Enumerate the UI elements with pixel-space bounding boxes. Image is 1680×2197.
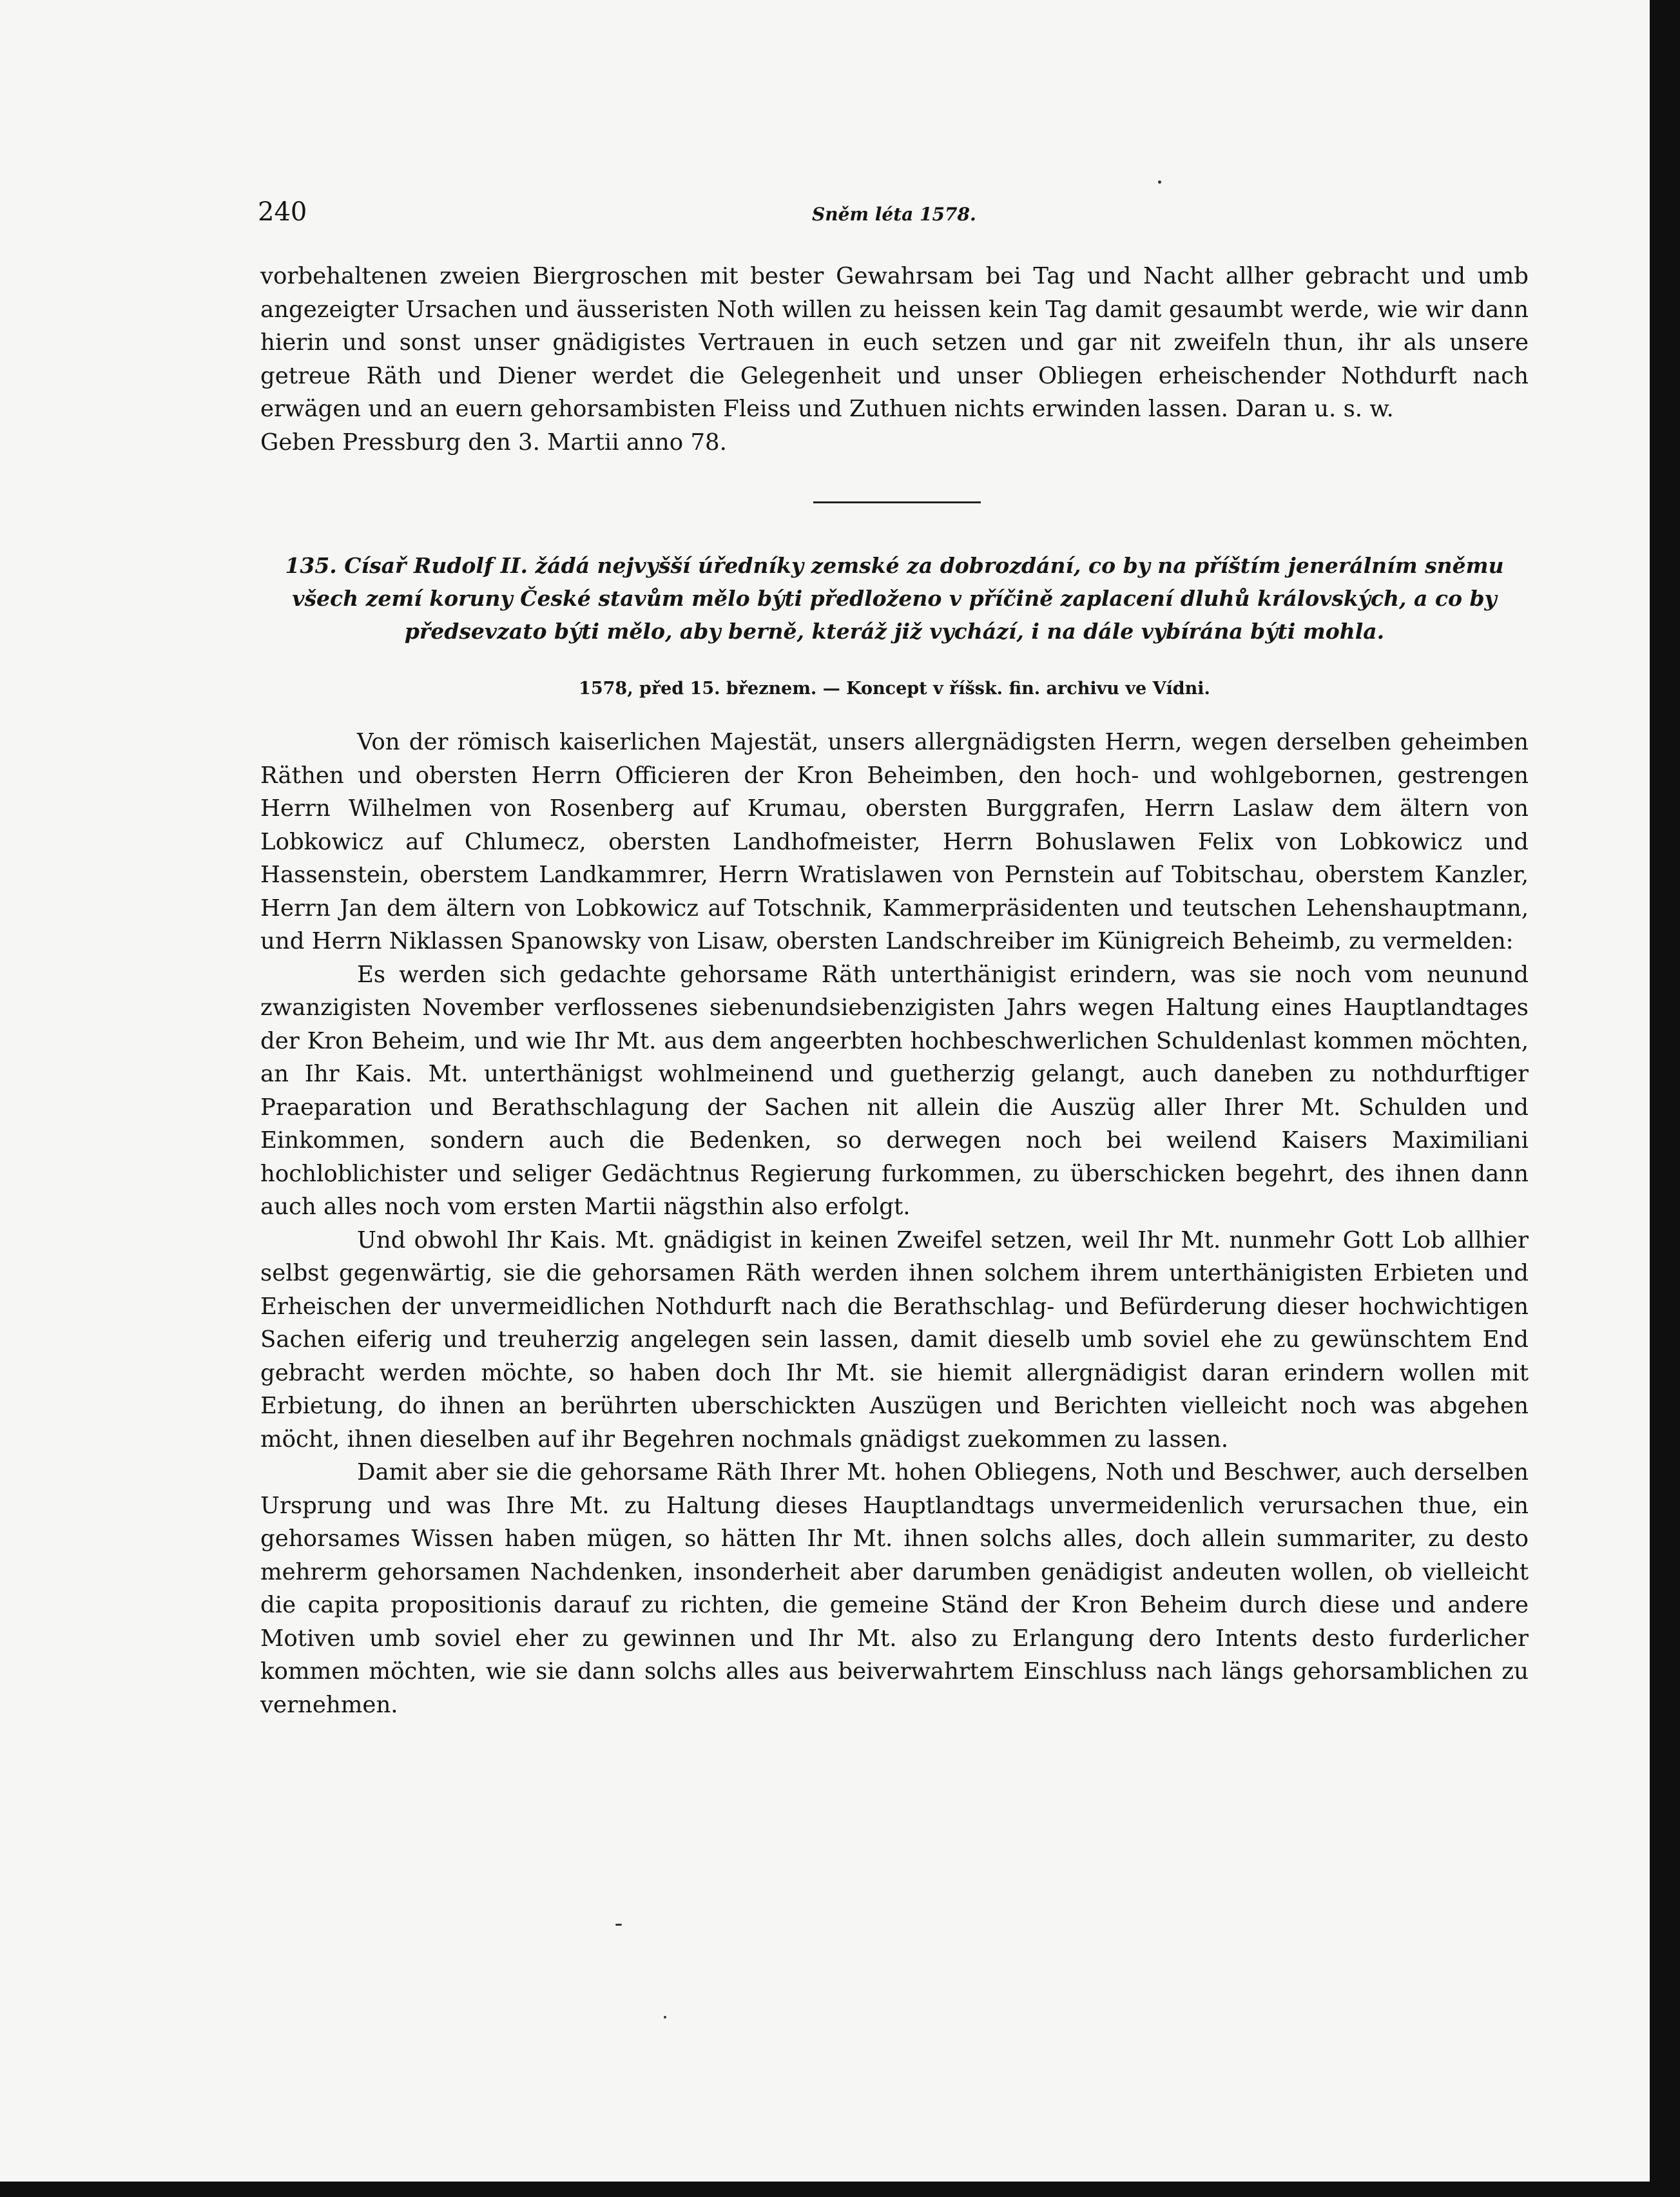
scan-speck [1158,180,1161,184]
document-source: 1578, před 15. březnem. — Koncept v říšsk. fin. archivu ve Vídni. [579,679,1210,699]
intro-paragraph: vorbehaltenen zweien Biergroschen mit bester Gewahrsam bei Tag und Nacht allher gebracht und umb angezeigter Ursachen und äusseristen Noth willen zu heissen kein Tag damit gesaumbt werde, wie wir dann hierin und sonst unser gnädigistes Vertrauen in euch setzen und gar nit zweifeln thun, ihr als unsere getreue Räth und Diener werdet die Gelegenheit und unser Obliegen erheischender Nothdurft nach erwägen und an euern gehorsambisten Fleiss und Zuthuen nichts erwinden lassen. Daran u. s. w. [260,263,1529,422]
document-number: 135. [285,553,337,578]
page-number: 240 [258,197,307,227]
section-divider [813,501,981,503]
body-text [260,726,1529,1721]
document-heading [260,549,1529,648]
running-head [258,197,1559,236]
scan-border-right [1650,0,1680,2197]
document-title: Císař Rudolf II. žádá nejvyšší úředníky zemské za dobrozdání, co by na příštím jenerálním sněmu všech zemí koruny České stavům mělo býti předloženo v příčině zaplacení dluhů královských, a co by předsevzato býti mělo, aby berně, kteráž již vychází, i na dále vybírána býti mohla. [292,553,1504,644]
body-paragraph-1: Von der römisch kaiserlichen Majestät, unsers allergnädigsten Herrn, wegen derselben geheimben Räthen und obersten Herrn Officieren der Kron Beheimben, den hoch- und wohlgebornen, gestrengen Herrn Wilhelmen von Rosenberg auf Krumau, obersten Burggrafen, Herrn Laslaw dem ältern von Lobkowicz auf Chlumecz, obersten Landhofmeister, Herrn Bohuslawen Felix von Lobkowicz und Hassenstein, oberstem Landkammrer, Herrn Wratislawen von Pernstein auf Tobitschau, oberstem Kanzler, Herrn Jan dem ältern von Lobkowicz auf Totschnik, Kammerpräsidenten und teutschen Lehenshauptmann, und Herrn Niklassen Spanowsky von Lisaw, obersten Landschreiber im Künigreich Beheimb, zu vermelden: [260,729,1529,954]
scan-speck [615,1924,622,1926]
scan-border-bottom [0,2182,1680,2197]
body-paragraph-4: Damit aber sie die gehorsame Räth Ihrer Mt. hohen Obliegens, Noth und Beschwer, auch derselben Ursprung und was Ihre Mt. zu Haltung dieses Hauptlandtags unvermeidenlich verursachen thue, ein gehorsames Wissen haben mügen, so hätten Ihr Mt. ihnen solchs alles, doch allein summariter, zu desto mehrerm gehorsamen Nachdenken, insonderheit aber darumben genädigist andeuten wollen, ob vielleicht die capita propositionis darauf zu richten, die gemeine Ständ der Kron Beheim durch diese und andere Motiven umb soviel eher zu gewinnen und Ihr Mt. also zu Erlangung dero Intents desto furderlicher kommen möchten, wie sie dann solchs alles aus beiverwahrtem Einschluss nach längs gehorsamblichen zu vernehmen. [260,1459,1529,1718]
scan-speck [664,2016,666,2018]
running-title: Sněm léta 1578. [812,204,976,225]
intro-text [260,260,1529,459]
body-paragraph-3: Und obwohl Ihr Kais. Mt. gnädigist in keinen Zweifel setzen, weil Ihr Mt. nunmehr Gott Lob allhier selbst gegenwärtig, sie die gehorsamen Räth werden ihnen solchem ihrem unterthänigisten Erbieten und Erheischen der unvermeidlichen Nothdurft nach die Berathschlag- und Befürderung dieser hochwichtigen Sachen eiferig und treuherzig angelegen sein lassen, damit dieselb umb soviel ehe zu gewünschtem End gebracht werden möchte, so haben doch Ihr Mt. sie hiemit allergnädigist daran erindern wollen mit Erbietung, do ihnen an berührten uberschickten Auszügen und Berichten vielleicht noch was abgehen möcht, ihnen dieselben auf ihr Begehren nochmals gnädigst zuekommen zu lassen. [260,1226,1529,1453]
intro-closing: Geben Pressburg den 3. Martii anno 78. [260,429,727,456]
body-paragraph-2: Es werden sich gedachte gehorsame Räth unterthänigist erindern, was sie noch vom neunund zwanzigisten November verflossenes siebenundsiebenzigisten Jahrs wegen Haltung eines Hauptlandtages der Kron Beheim, und wie Ihr Mt. aus dem angeerbten hochbeschwerlichen Schuldenlast kommen möchten, an Ihr Kais. Mt. unterthänigst wohlmeinend und guetherzig gelangt, auch daneben zu nothdurftiger Praeparation und Berathschlagung der Sachen nit allein die Auszüg aller Ihrer Mt. Schulden und Einkommen, sondern auch die Bedenken, so derwegen noch bei weilend Kaisers Maximiliani hochloblichister und seliger Gedächtnus Regierung furkommen, zu überschicken begehrt, des ihnen dann auch alles noch vom ersten Martii nägsthin also erfolgt. [260,961,1529,1220]
